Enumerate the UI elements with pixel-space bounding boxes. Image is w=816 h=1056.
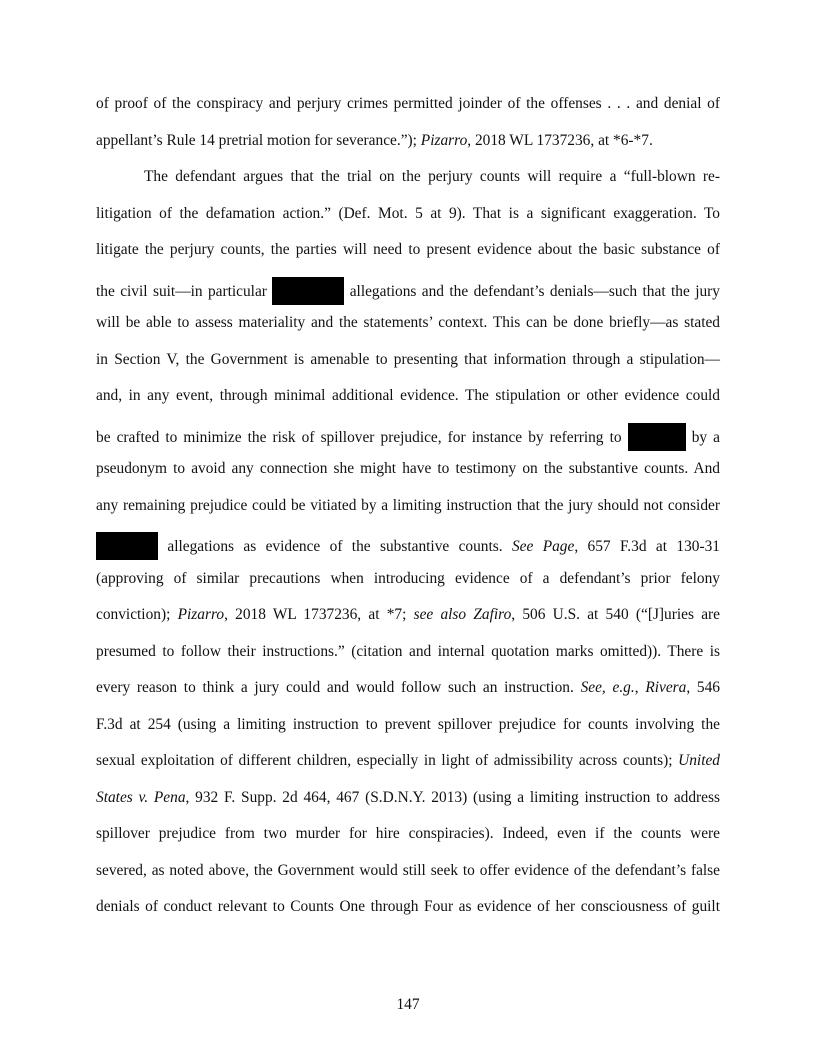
text-line	[96, 350, 720, 370]
text-run: ,	[634, 679, 646, 696]
redaction-box	[96, 532, 158, 560]
text-run: pseudonym to avoid any connection she might have to testimony on the substantive counts. And	[96, 460, 720, 477]
text-run: will be able to assess materiality and the statements’ context. This can be done briefly—as stated	[96, 314, 720, 331]
text-run: in Section V, the Government is amenable to presenting that information through a stipulation—	[96, 350, 720, 368]
text-run: , 2018 WL 1737236, at *7;	[224, 606, 414, 623]
text-run: be crafted to minimize the risk of spillover prejudice, for instance by referring to	[96, 428, 628, 446]
text-line	[96, 715, 720, 735]
text-run: spillover prejudice from two murder for hire conspiracies). Indeed, even if the counts were	[96, 825, 720, 842]
text-line	[96, 678, 720, 698]
text-run: (approving of similar precautions when introducing evidence of a defendant’s prior felony	[96, 569, 720, 587]
text-run: , 546	[686, 679, 721, 696]
text-run: by a	[685, 428, 720, 446]
text-run: appellant’s Rule 14 pretrial motion for severance.”);	[96, 131, 421, 149]
citation-italic: See, e.g.	[580, 679, 635, 696]
citation-italic: Rivera	[645, 679, 687, 696]
text-run: , 932 F. Supp. 2d 464, 467 (S.D.N.Y. 2013) (using a limiting instruction to address	[185, 788, 720, 806]
redaction-box	[272, 277, 344, 305]
text-run: of proof of the conspiracy and perjury crimes permitted joinder of the offenses . . . and denial of	[96, 95, 720, 112]
text-run: F.3d at 254 (using a limiting instruction to prevent spillover prejudice for counts involving the	[96, 715, 720, 733]
text-line	[96, 642, 720, 662]
text-line	[96, 131, 720, 151]
text-run: the civil suit—in particular	[96, 282, 273, 300]
redaction-box	[628, 423, 686, 451]
text-run: allegations as evidence of the substantive counts.	[158, 538, 512, 555]
text-line	[96, 423, 720, 451]
text-line	[96, 277, 720, 305]
text-line	[96, 824, 720, 844]
text-run: litigation of the defamation action.” (Def. Mot. 5 at 9). That is a significant exaggeration. To	[96, 204, 720, 222]
text-line	[96, 861, 720, 881]
citation-italic: Pizarro	[177, 606, 225, 623]
text-run: litigate the perjury counts, the parties will need to present evidence about the basic substance of	[96, 241, 720, 258]
page-number: 147	[396, 996, 420, 1013]
text-run: conviction);	[96, 606, 178, 623]
text-run: The defendant argues that the trial on the perjury counts will require a “full-blown re-	[144, 168, 720, 185]
text-line	[96, 532, 720, 560]
text-line	[96, 240, 720, 260]
citation-italic: See Page	[511, 538, 575, 555]
text-run: , 506 U.S. at 540 (“[J]uries are	[511, 606, 720, 623]
citation-italic: United	[678, 752, 720, 769]
text-line	[96, 167, 720, 187]
text-line	[96, 459, 720, 479]
text-line	[96, 788, 720, 808]
text-run: denials of conduct relevant to Counts One through Four as evidence of her consciousness of guilt	[96, 898, 720, 915]
text-run: , 657 F.3d at 130-31	[574, 538, 720, 555]
text-run: sexual exploitation of different children, especially in light of admissibility across counts);	[96, 752, 679, 769]
text-run: every reason to think a jury could and would follow such an instruction.	[96, 679, 581, 696]
text-line	[96, 751, 720, 771]
text-run: presumed to follow their instructions.” (citation and internal quotation marks omitted)). There is	[96, 642, 720, 660]
text-line	[96, 386, 720, 406]
citation-italic: see also Zafiro	[413, 606, 512, 623]
citation-italic: States v. Pena	[96, 788, 186, 806]
text-line	[96, 897, 720, 917]
text-run: severed, as noted above, the Government would still seek to offer evidence of the defendant’s false	[96, 861, 720, 879]
text-line	[96, 204, 720, 224]
text-run: , 2018 WL 1737236, at *6-*7.	[467, 131, 653, 149]
text-run: any remaining prejudice could be vitiated by a limiting instruction that the jury should not consider	[96, 496, 720, 514]
citation-italic: Pizarro	[420, 131, 468, 149]
text-line	[96, 496, 720, 516]
text-run: allegations and the defendant’s denials—such that the jury	[344, 282, 720, 300]
text-line	[96, 94, 720, 114]
text-line	[96, 605, 720, 625]
text-run: and, in any event, through minimal additional evidence. The stipulation or other evidence could	[96, 387, 720, 404]
text-line	[96, 569, 720, 589]
text-line	[96, 313, 720, 333]
